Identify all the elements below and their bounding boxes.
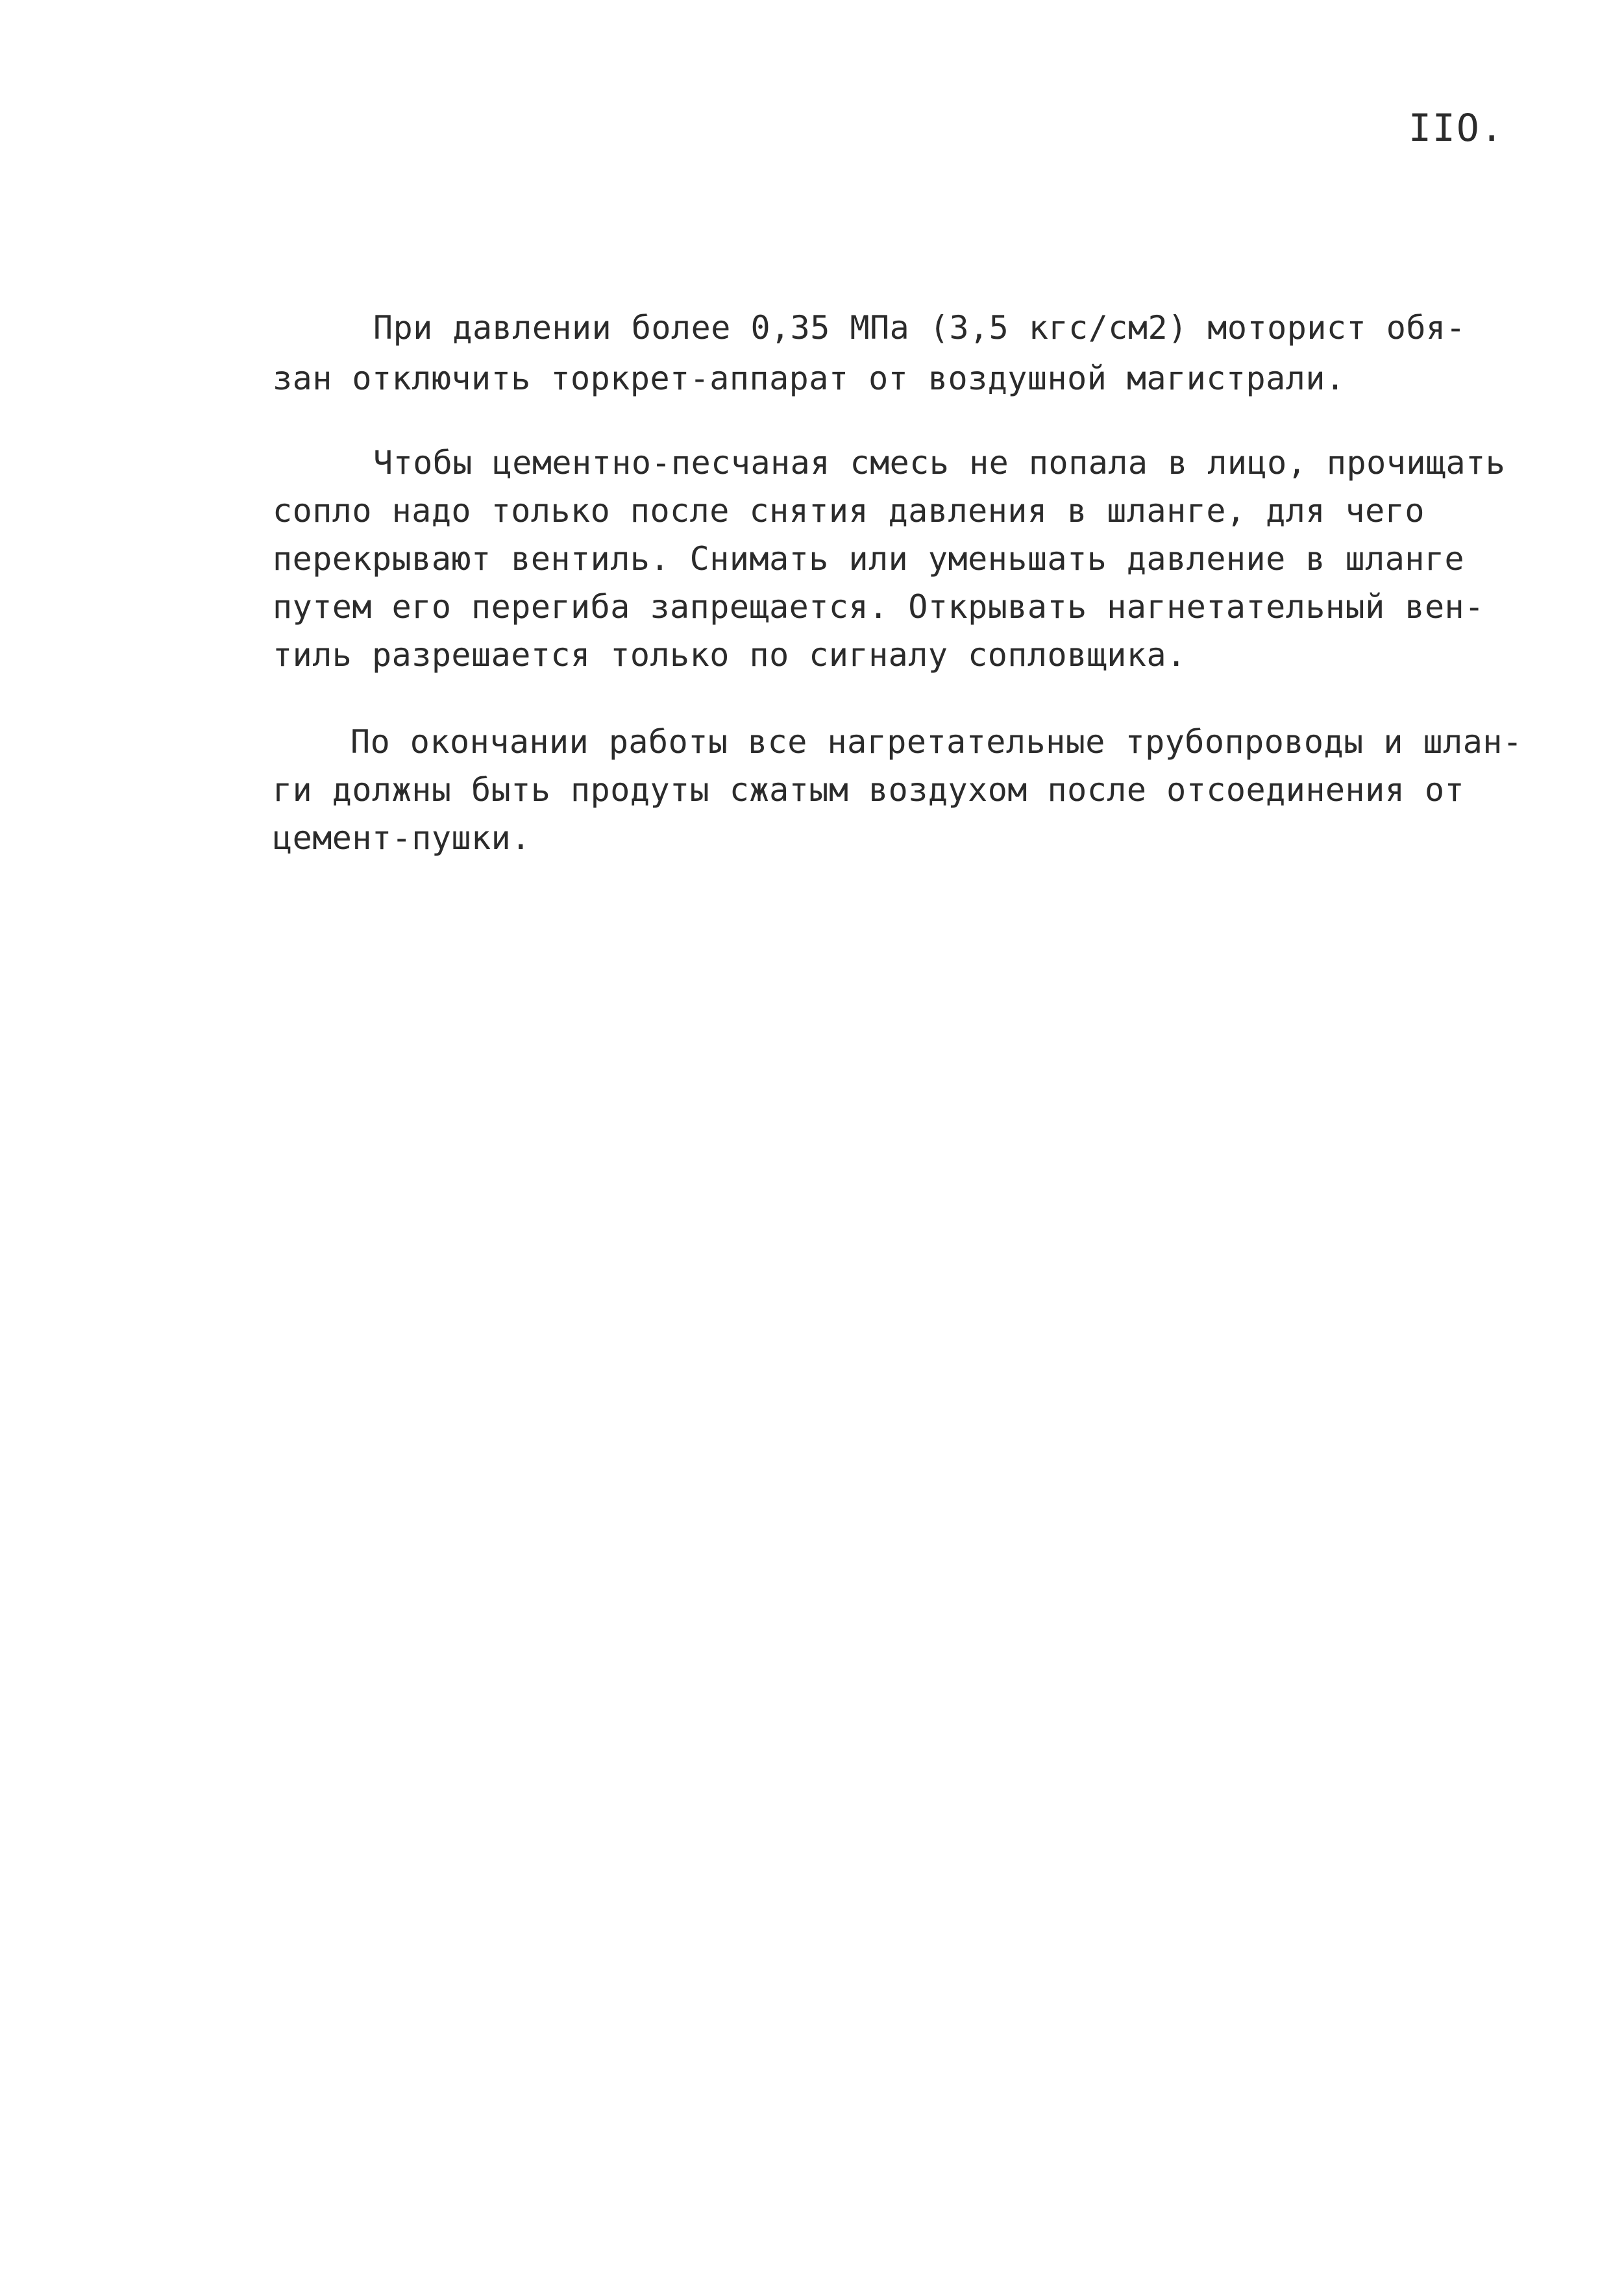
text-line: Чтобы цементно-песчаная смесь не попала в лицо, прочищать — [373, 444, 1506, 482]
text-line: По окончании работы все нагретательные трубопроводы и шлан- — [351, 723, 1523, 761]
page-number: IIO. — [1409, 106, 1505, 150]
text-line: сопло надо только после снятия давления в шланге, для чего — [273, 492, 1425, 530]
text-line: ги должны быть продуты сжатым воздухом после отсоединения от — [273, 771, 1465, 809]
text-line: зан отключить торкрет-аппарат от воздушной магистрали. — [273, 360, 1346, 397]
text-line: путем его перегиба запрещается. Открывать нагнетательный вен- — [273, 588, 1484, 626]
text-line: цемент-пушки. — [273, 819, 531, 857]
text-line: тиль разрешается только по сигналу сопловщика. — [273, 636, 1187, 674]
text-line: перекрывают вентиль. Снимать или уменьшать давление в шланге — [273, 540, 1465, 578]
text-line: При давлении более 0,35 МПа (3,5 кгс/см2) моторист обя- — [373, 309, 1466, 347]
